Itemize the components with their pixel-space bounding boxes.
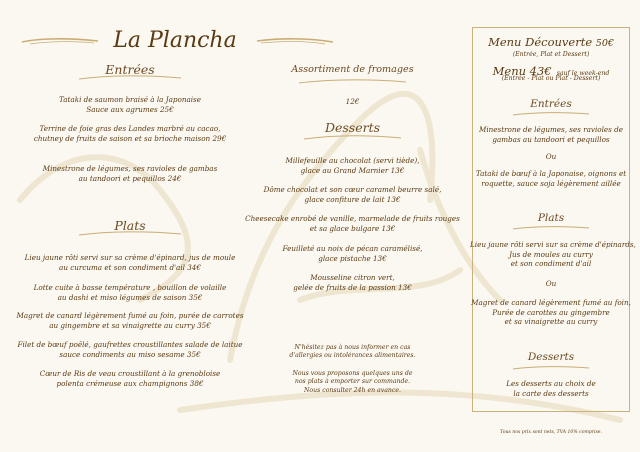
dessert-item: Mousseline citron vert, gelée de fruits de la passion 13€ [293,273,412,292]
plat-item: Magret de canard légèrement fumé au foin, purée de carrotes au gingembre et sa vinaigrette au curry 35€ [16,311,244,330]
menu-dessert-item: Les desserts au choix de la carte des desserts [506,379,596,398]
desserts-heading: Desserts [324,120,381,135]
menu-desserts-heading: Desserts [527,351,575,363]
entree-item: Terrine de foie gras des Landes marbré au cacao, chutney de fruits de saison et sa brioche maison 29€ [33,124,227,143]
dessert-item: Dôme chocolat et son cœur caramel beurre salé, glace confiture de lait 13€ [263,185,442,204]
allergy-note: N'hésitez pas à nous informer en cas d'allergies ou intolérances alimentaires. [289,344,416,360]
takeaway-note: Nous vous proposons quelques uns de nos plats à emporter sur commande. Nous consulter 24h en avance. [292,370,413,394]
menu-entree-item: Tataki de bœuf à la Japonaise, oignons et roquette, sauce soja légèrement aillée [475,169,627,188]
swash-left-icon [20,36,100,46]
price-footnote: Tous nos prix sont nets, TVA 10% comprise. [500,430,602,435]
plats-heading: Plats [114,218,146,233]
menu-decouverte-title: Menu Découverte 50€ [488,35,614,49]
menu-entree-item: Minestrone de légumes, ses ravioles de gambas au tandoori et pequillos [479,125,623,144]
dessert-item: Feuilleté au noix de pécan caramélisé, glace pistache 13€ [282,244,423,263]
entrees-heading: Entrées [105,62,155,77]
menu-or-label: Ou [545,279,557,288]
fromages-heading: Assortiment de fromages [291,64,414,75]
plat-item: Lotte cuite à basse température , bouillon de volaille au dashi et miso légumes de saison 35€ [33,283,227,302]
menu-plat-item: Magret de canard légèrement fumé au foin, Purée de carottes au gingembre et sa vinaigrette au curry [471,298,631,327]
page-title: La Plancha [113,28,237,53]
menu-plats-heading: Plats [537,212,565,224]
plat-item: Filet de bœuf poêlé, gaufrettes croustillantes salade de laitue sauce condiments au miso sesame 35€ [17,340,243,359]
dessert-item: Millefeuille au chocolat (servi tiède), glace au Grand Marnier 13€ [285,156,420,175]
menu-43-title: Menu 43€ sauf le week-end [492,64,610,78]
menu-or-label: Ou [545,152,557,161]
swash-right-icon [255,36,335,46]
menu-plat-item: Lieu jaune rôti servi sur sa crème d'épinards, Jus de moules au curry et son condiment d'ail [470,240,636,269]
dessert-item: Cheesecake enrobé de vanille, marmelade de fruits rouges et sa glace bulgare 13€ [245,214,460,233]
menu-43-subtitle: (Entrée - Plat ou Plat - Dessert) [501,75,601,82]
menu-decouverte-subtitle: (Entrée, Plat et Dessert) [512,51,590,58]
menu-entrees-heading: Entrées [530,98,572,110]
entree-item: Tataki de saumon braisé à la Japonaise Sauce aux agrumes 25€ [59,95,201,114]
entree-item: Minestrone de légumes, ses ravioles de gambas au tandoori et pequillos 24€ [42,164,218,183]
fromages-price: 12€ [345,97,360,106]
plat-item: Cœur de Ris de veau croustillant à la grenobloise polenta crémeuse aux champignons 38€ [39,369,221,388]
plat-item: Lieu jaune rôti servi sur sa crème d'épinard, jus de moule au curcuma et son condiment d'ail 34€ [24,253,236,272]
